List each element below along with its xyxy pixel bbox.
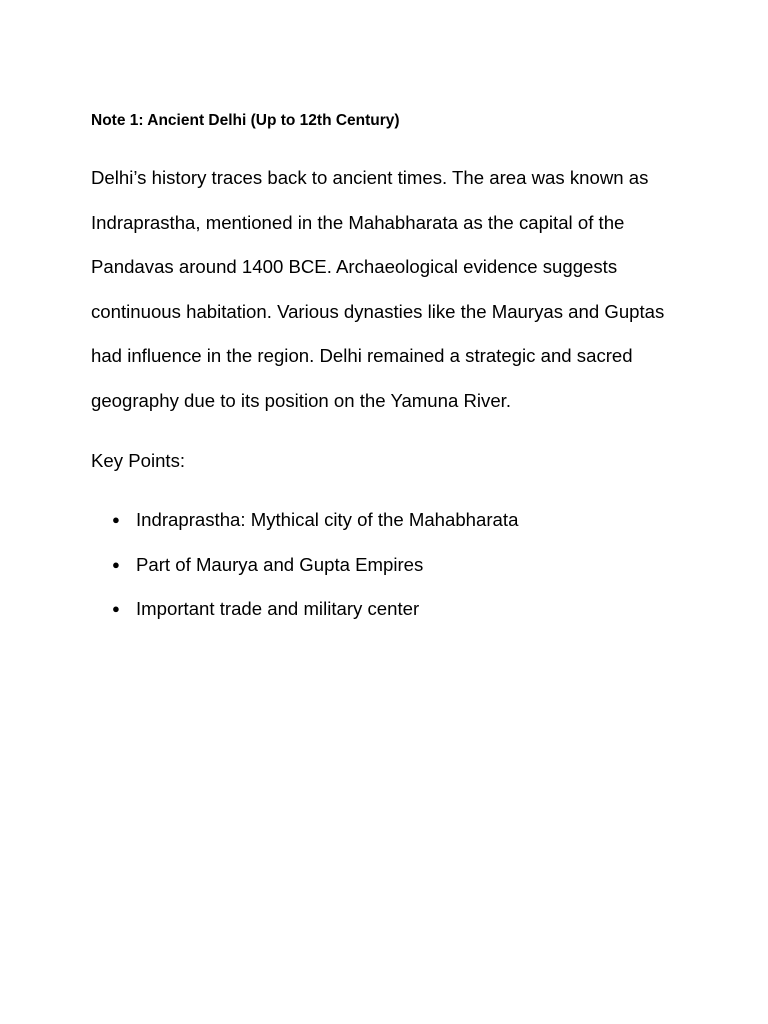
paragraph-line: continuous habitation. Various dynasties like the Mauryas and Guptas [91, 300, 665, 322]
history-paragraph [91, 163, 711, 431]
bullet-icon: ● [112, 556, 120, 572]
paragraph-line: geography due to its position on the Yamuna River. [91, 389, 512, 411]
paragraph-line: Delhi’s history traces back to ancient times. The area was known as [91, 167, 649, 188]
paragraph-line: Pandavas around 1400 BCE. Archaeological evidence suggests [91, 256, 618, 278]
list-item-text: Indraprastha: Mythical city of the Mahabharata [136, 509, 519, 530]
bullet-icon: ● [112, 601, 120, 617]
paragraph-line: had influence in the region. Delhi remained a strategic and sacred [91, 345, 633, 367]
list-item-text: Part of Maurya and Gupta Empires [136, 553, 424, 575]
list-item-text: Important trade and military center [136, 598, 420, 620]
bullet-icon: ● [112, 512, 120, 527]
paragraph-line: Indraprastha, mentioned in the Mahabharata as the capital of the [91, 211, 625, 233]
note-title: Note 1: Ancient Delhi (Up to 12th Century) [91, 112, 400, 129]
key-points-label: Key Points: [91, 450, 186, 471]
